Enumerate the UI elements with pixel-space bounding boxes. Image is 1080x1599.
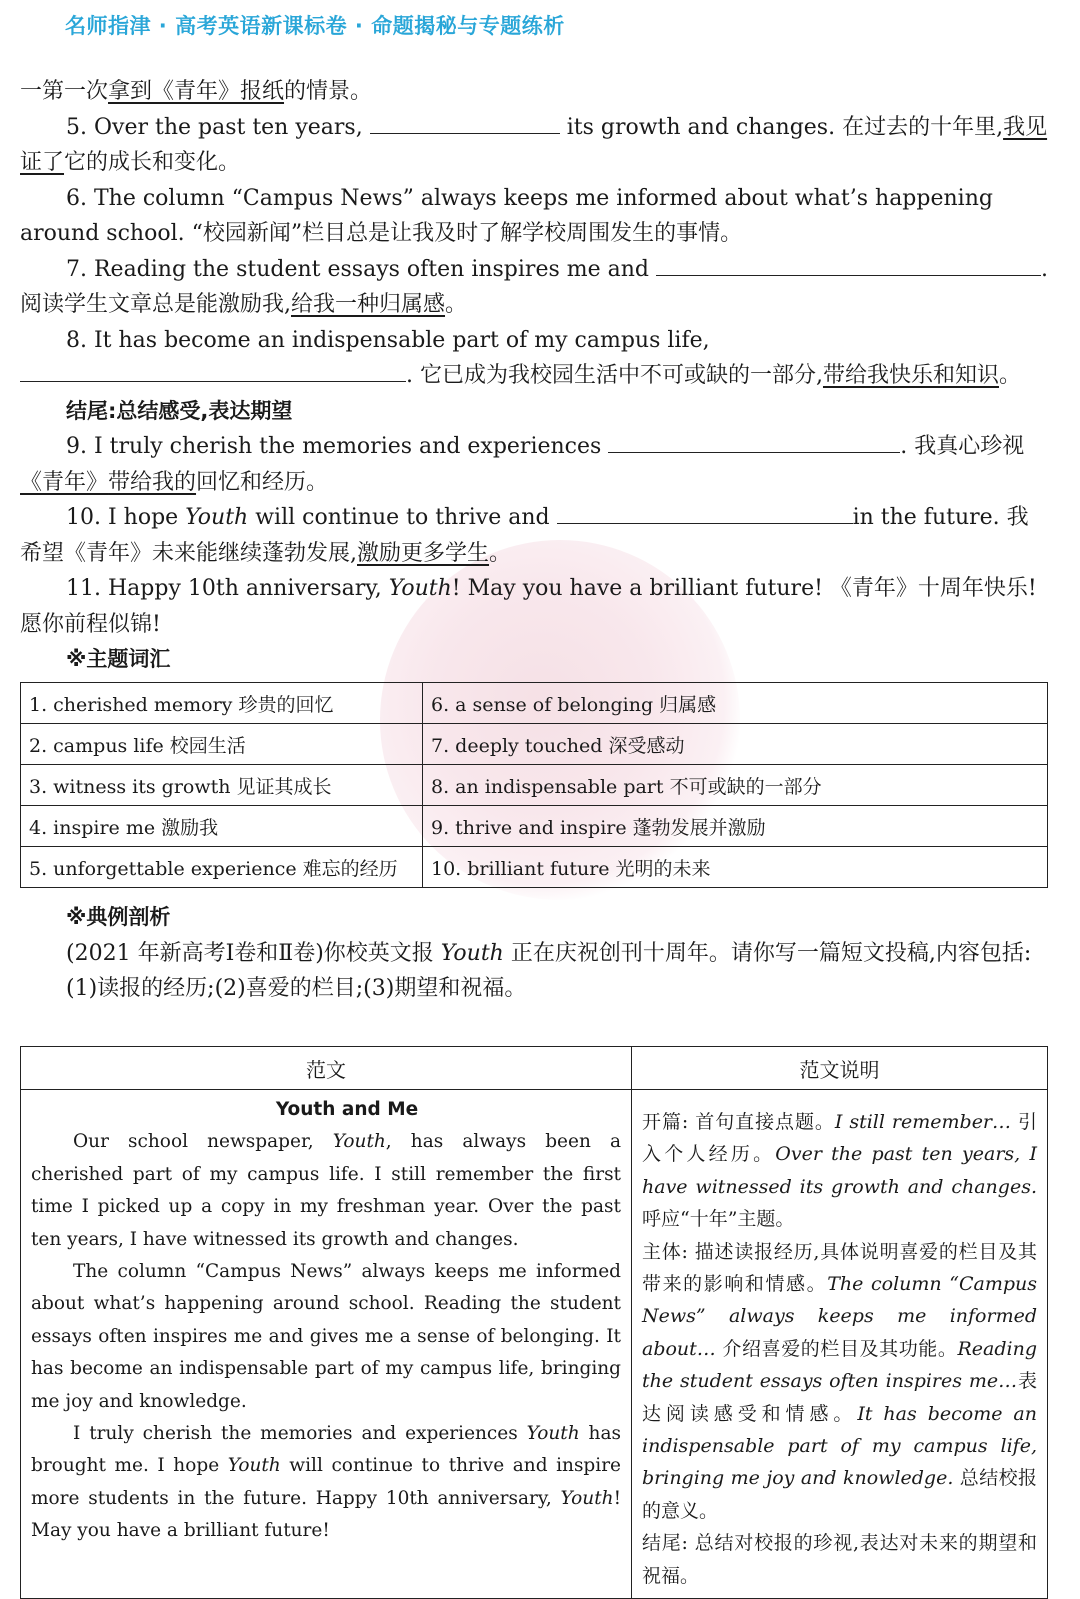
example-intro (20, 900, 1050, 1007)
essay-paragraph-1: Our school newspaper, Youth, has always been a cherished part of my campus life. I still remember the first time I picked up a copy in my freshman year. Over the past ten years, I have witnessed its growth and changes. (31, 1131, 622, 1250)
table-row (21, 724, 1048, 765)
vocab-cell: 10. brilliant future 光明的未来 (423, 847, 1048, 888)
section-heading-vocab: ※主题词汇 (66, 647, 171, 671)
column-header-notes: 范文说明 (632, 1047, 1048, 1090)
section-heading-example: ※典例剖析 (66, 905, 171, 929)
sentence-11: 11. Happy 10th anniversary, Youth! May you have a brilliant future! 《青年》十周年快乐! 愿你前程似锦! (20, 576, 1037, 637)
table-row (21, 765, 1048, 806)
section-heading-ending: 结尾:总结感受,表达期望 (66, 398, 293, 423)
sentence-5: 5. Over the past ten years, its growth and changes. 在过去的十年里,我见证了它的成长和变化。 (20, 114, 1048, 175)
example-table (20, 1046, 1048, 1599)
vocab-cell: 4. inspire me 激励我 (21, 806, 423, 847)
blank-9[interactable] (608, 432, 900, 453)
sentence-7: 7. Reading the student essays often inspires me and . 阅读学生文章总是能激励我,给我一种归属感。 (20, 256, 1048, 317)
vocab-cell: 8. an indispensable part 不可或缺的一部分 (423, 765, 1048, 806)
note-ending: 结尾: 总结对校报的珍视,表达对未来的期望和祝福。 (642, 1532, 1037, 1587)
vocab-cell: 7. deeply touched 深受感动 (423, 724, 1048, 765)
table-row (21, 683, 1048, 724)
vocab-cell: 2. campus life 校园生活 (21, 724, 423, 765)
blank-7[interactable] (656, 255, 1041, 276)
sentence-8: 8. It has become an indispensable part of my campus life,. 它已成为我校园生活中不可或缺的一部分,带给我快乐和知识。 (20, 323, 1050, 394)
sentence-10: 10. I hope Youth will continue to thrive and in the future. 我希望《青年》未来能继续蓬勃发展,激励更多学生。 (20, 505, 1029, 566)
vocab-cell: 3. witness its growth 见证其成长 (21, 765, 423, 806)
vocab-table (20, 682, 1048, 888)
example-items: (1)读报的经历;(2)喜爱的栏目;(3)期望和祝福。 (66, 976, 527, 1001)
vocab-cell: 6. a sense of belonging 归属感 (423, 683, 1048, 724)
table-row (21, 847, 1048, 888)
table-row (21, 806, 1048, 847)
sentence-6: 6. The column “Campus News” always keeps me informed about what’s happening around school. “校园新闻”栏目总是让我及时了解学校周围发生的事情。 (20, 185, 993, 246)
note-opening: 开篇: 首句直接点题。I still remember… 引入个人经历。Over the past ten years, I have witnessed its growth and changes. 呼应“十年”主题。 (642, 1111, 1037, 1231)
exercise-section (20, 74, 1050, 678)
blank-5[interactable] (370, 113, 560, 134)
vocab-cell: 5. unforgettable experience 难忘的经历 (21, 847, 423, 888)
note-body: 主体: 描述读报经历,具体说明喜爱的栏目及其带来的影响和情感。The column “Campus News” always keeps me informed about… 介绍喜爱的栏目及其功能。Reading the student essays often inspires me…表达阅读感受和情感。It has become an indispensable part of my campus life, bringing me joy and knowledge. 总结校报的意义。 (642, 1240, 1037, 1522)
essay-title: Youth and Me (275, 1099, 419, 1120)
column-header-essay: 范文 (21, 1047, 632, 1090)
blank-10[interactable] (557, 503, 853, 524)
page-header: 名师指津 · 高考英语新课标卷 · 命题揭秘与专题练析 (65, 14, 565, 38)
vocab-cell: 9. thrive and inspire 蓬勃发展并激励 (423, 806, 1048, 847)
essay-cell (21, 1090, 632, 1599)
essay-paragraph-3: I truly cherish the memories and experiences Youth has brought me. I hope Youth will continue to thrive and inspire more students in the future. Happy 10th anniversary, Youth! May you have a brilliant future! (31, 1423, 621, 1542)
table-header-row (21, 1047, 1048, 1090)
example-prompt: (2021 年新高考Ⅰ卷和Ⅱ卷)你校英文报 Youth 正在庆祝创刊十周年。请你写一篇短文投稿,内容包括: (66, 940, 1032, 966)
notes-cell (632, 1090, 1048, 1599)
sentence-9: 9. I truly cherish the memories and experiences . 我真心珍视《青年》带给我的回忆和经历。 (20, 434, 1025, 495)
table-row (21, 1090, 1048, 1599)
blank-8[interactable] (20, 361, 406, 382)
vocab-cell: 1. cherished memory 珍贵的回忆 (21, 683, 423, 724)
line-1: 一第一次拿到《青年》报纸的情景。 (20, 79, 373, 104)
essay-paragraph-2: The column “Campus News” always keeps me informed about what’s happening around school. Reading the student essays often inspires me and gives me a sense of belonging. It has become an indispensable part of my campus life, bringing me joy and knowledge. (31, 1261, 621, 1412)
